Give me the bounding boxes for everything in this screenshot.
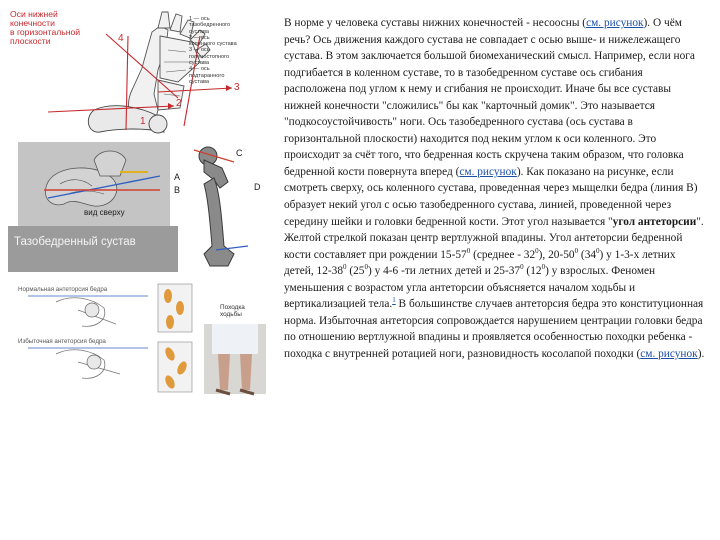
hip-title-caption: Тазобедренный сустав — [14, 236, 136, 248]
hip-view-caption: вид сверху — [84, 208, 125, 217]
text-segment: ) у взрослых. Феномен уменьшения с возрастом угла антеторсии объясняется началом ходьбы и вертикализацией тела. — [284, 265, 656, 311]
degree-sign: 0 — [364, 263, 368, 272]
anteversion-term: угол антеторсии — [612, 215, 697, 228]
text-segment: (25 — [346, 265, 365, 278]
gait-label-walk: Походка ходьбы — [220, 304, 245, 318]
hip-letter-c: C — [236, 148, 243, 158]
gait-figure — [8, 280, 270, 396]
footnote-link[interactable]: 1 — [392, 296, 396, 305]
hip-letter-b: B — [174, 185, 181, 195]
degree-sign: 0 — [541, 263, 546, 272]
degree-sign: 0 — [520, 263, 524, 272]
hip-letter-a: A — [174, 172, 181, 182]
text-segment: В большинстве случаев антеторсия бедра это конституционная норма. Избыточная антеторсия сопровождается нарушением центрации головки бедра по отношению вертлужной впадины и проявляется особенностью походки ребенка - походка с внутренней ротацией ноги, разновидность косолапой походки ( — [284, 298, 704, 360]
gait-label-excess: Избыточная антеторсия бедра — [18, 338, 106, 345]
text-segment: ) у 1-3-х летних детей, 12-38 — [284, 248, 676, 278]
text-segment: ". Желтой стрелкой показан центр вертлужной впадины. Угол антеторсии бедренной кости составляет при рождении 15-57 — [284, 215, 704, 261]
degree-sign: 0 — [574, 246, 579, 255]
hip-joint-figure — [8, 142, 270, 272]
text-segment: ). Как показано на рисунке, если смотреть сверху, ось коленного сустава, проведенная через мыщелки бедра (линия B) образует некий угол с осью тазобедренного сустава, линией, проведенной через середину шейки и головки бедренной кости. Этот угол называется " — [284, 165, 698, 228]
text-segment: В норме у человека суставы нижних конечностей - несоосны ( — [284, 17, 587, 29]
text-segment: (34 — [578, 248, 597, 261]
degree-sign: 0 — [596, 246, 600, 255]
text-segment: ), 20-50 — [538, 248, 575, 261]
gait-label-normal: Нормальная антеторсия бедра — [18, 286, 108, 293]
axes-figure — [8, 6, 270, 138]
axis-number-2: 2 — [176, 98, 182, 109]
text-segment: ) у 4-6 -ти летних детей и 25-37 — [367, 265, 521, 278]
text-segment: ). — [697, 347, 705, 360]
figure-link-1[interactable]: см. рисунок — [586, 17, 644, 29]
degree-sign: 0 — [535, 246, 539, 255]
hip-joint-illustration — [8, 142, 270, 272]
axis-number-3: 3 — [234, 82, 240, 93]
illustrations-column — [0, 0, 278, 540]
axes-title: Оси нижней конечности в горизонтальной плоскости — [10, 9, 81, 46]
text-segment: ). О чём речь? Ось движения каждого сустава не совпадает с осью выше- и нижележащего сустава. В этом заключается большой биомеханический смысл. Например, если нога подгибается в коленном суставе, то в тазобедренном суставе ось сгибания расположена под углом к нему и сгибания не происходит. Иначе бы все суставы нижней конечности "сложились" бы как "карточный домик". Это называется "подкосоустойчивость" ноги. Ось тазобедренного сустава (ось сустава в горизонтальной плоскости) находится под неким углом к оси коленного. Это происходит за счёт того, что бедренная кость скручена таким образом, что головка бедренной кости повернута вперед ( — [284, 17, 695, 178]
figure-link-2[interactable]: см. рисунок — [459, 165, 517, 178]
axes-legend: 1 — ось тазобедренного сустава 2 — ось коленного сустава 3 — ось голеностопного сустава 4 — ось подтаранного сустава — [189, 16, 237, 85]
text-segment: (среднее - 32 — [470, 248, 536, 261]
text-segment: (12 — [523, 265, 542, 278]
degree-sign: 0 — [343, 263, 347, 272]
degree-sign: 0 — [466, 246, 471, 255]
article-text — [284, 15, 706, 362]
hip-letter-d: D — [254, 182, 261, 192]
figure-link-3[interactable]: см. рисунок — [640, 347, 698, 360]
axis-number-1: 1 — [140, 116, 146, 127]
axis-number-4: 4 — [118, 33, 124, 44]
